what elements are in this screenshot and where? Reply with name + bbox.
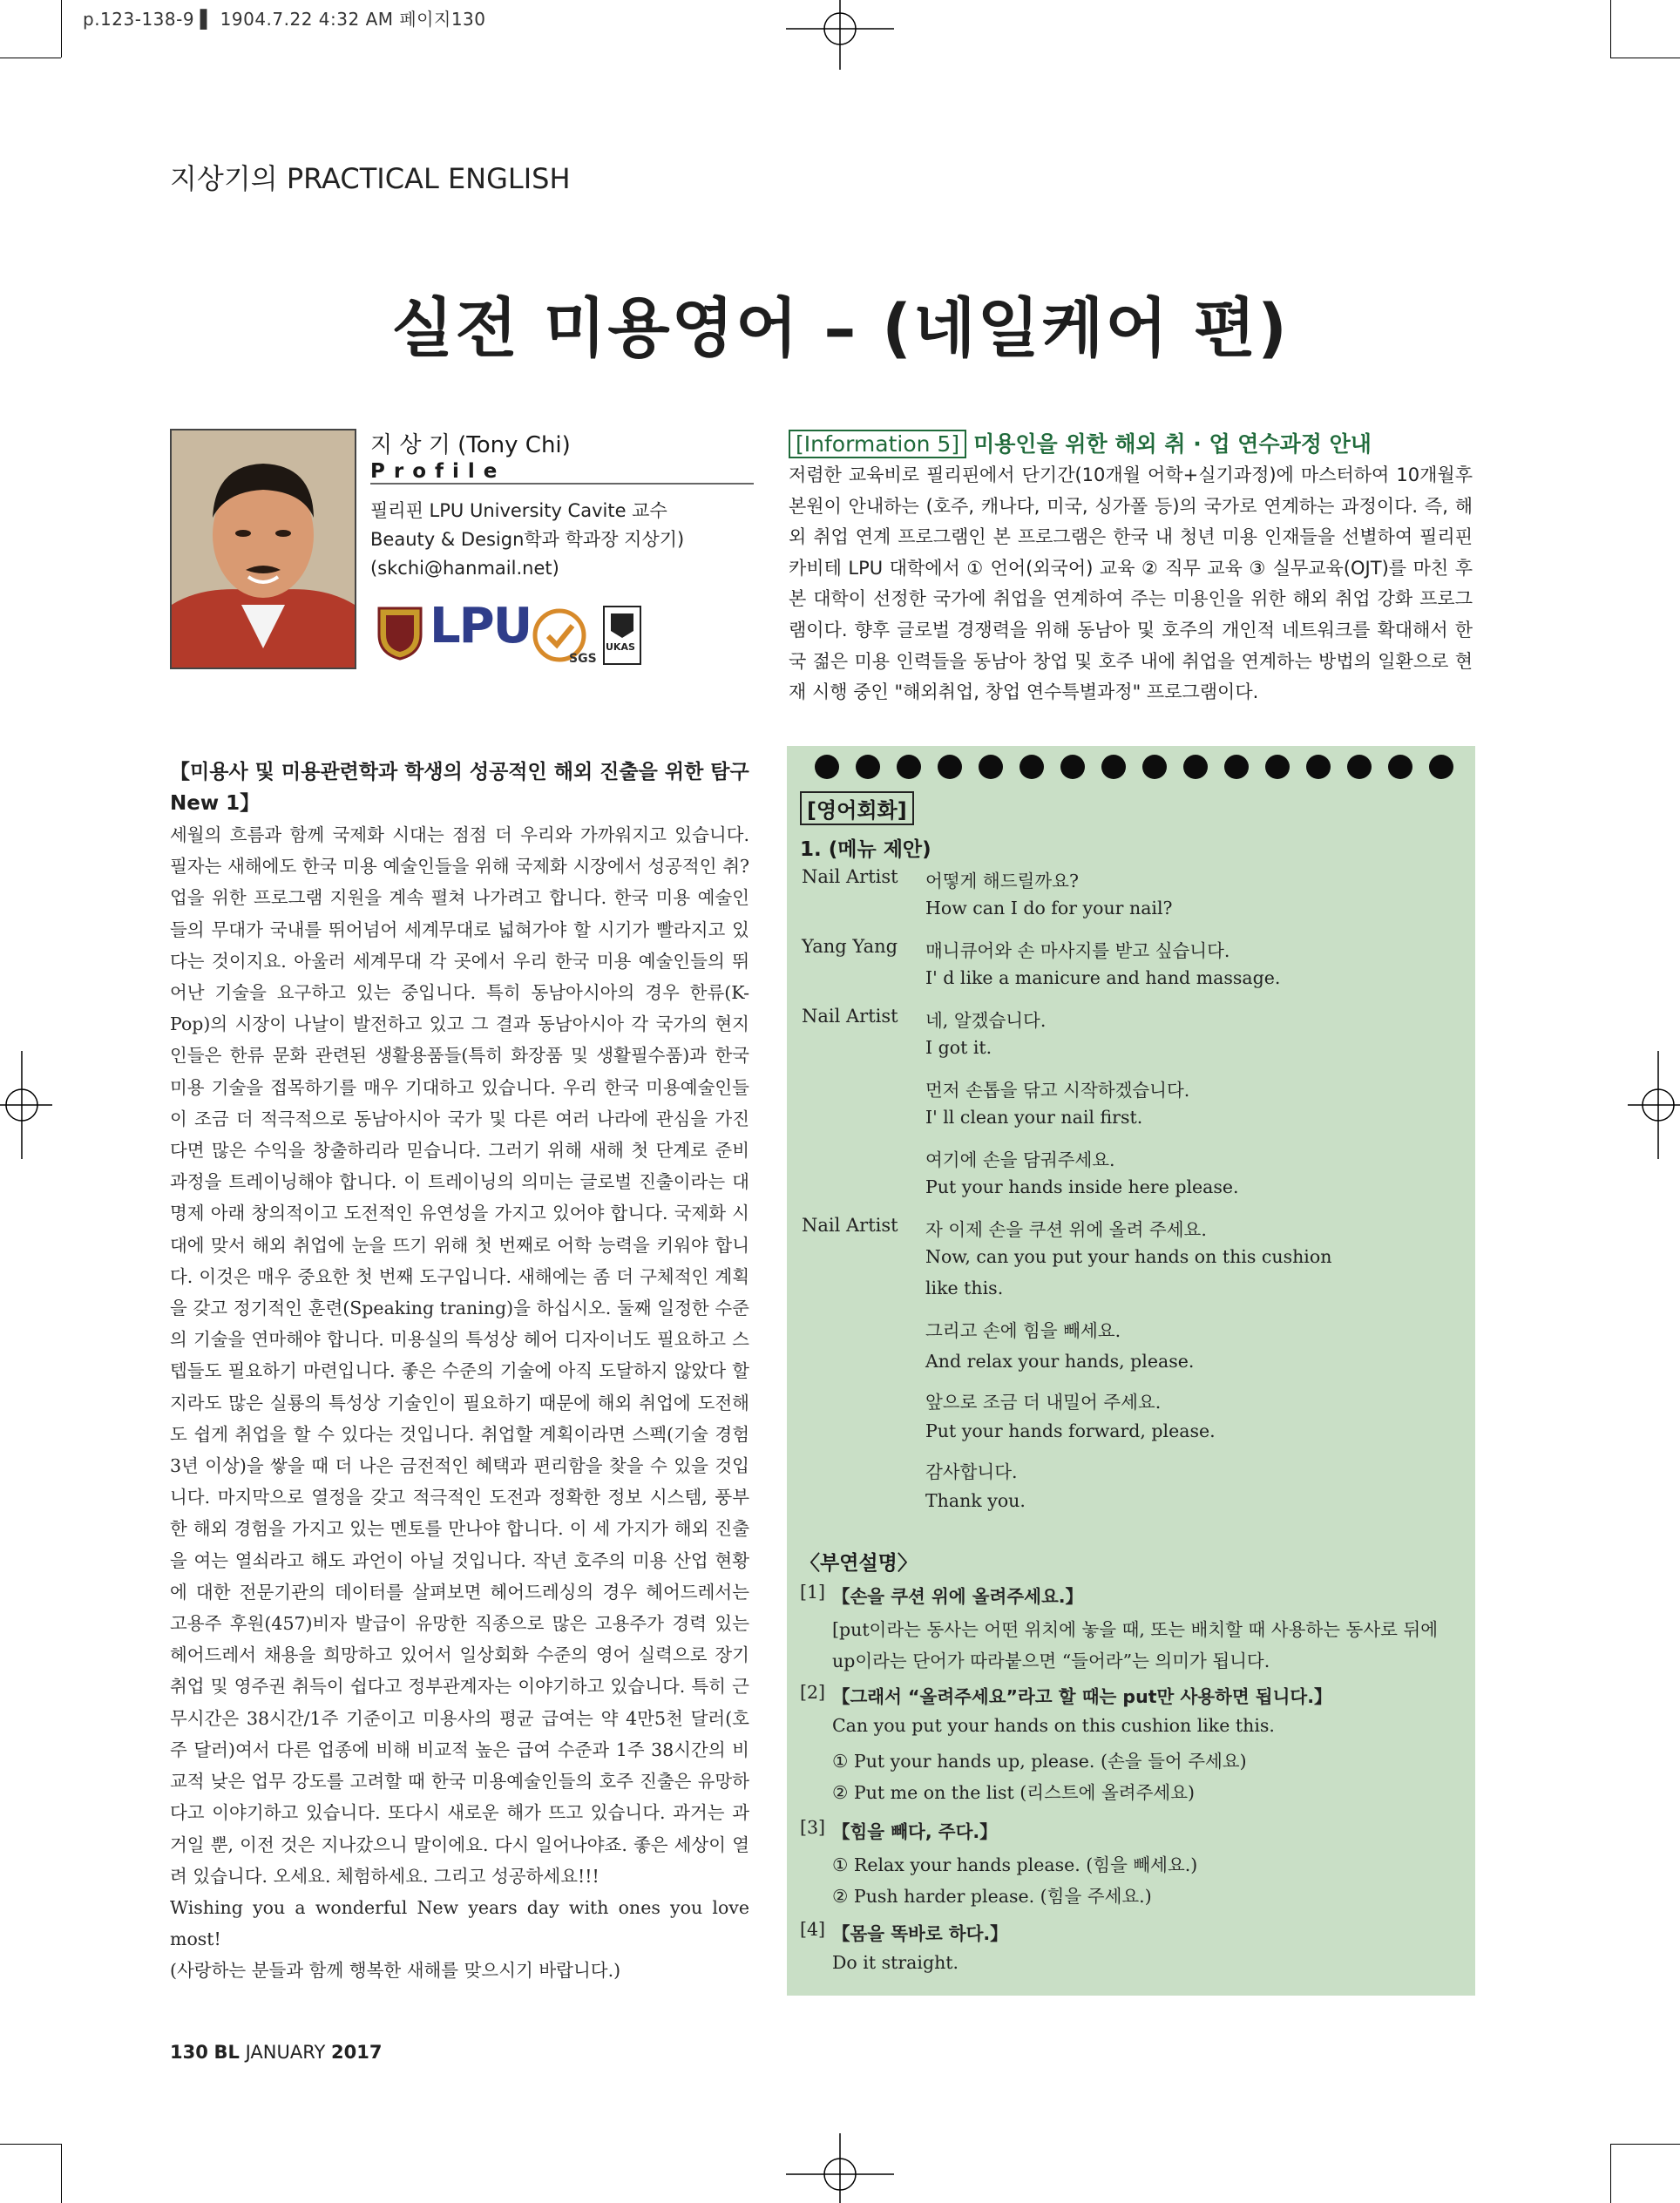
author-name: 지 상 기 (Tony Chi) (370, 432, 571, 458)
dialogue-line: 네, 알겠습니다. (925, 1010, 1047, 1031)
credential-line: Beauty & Design학과 학과장 지상기) (370, 529, 685, 550)
crop-mark (61, 2144, 62, 2203)
note-line: up이라는 단어가 따라붙으면 “들어라”는 의미가 됩니다. (832, 1651, 1270, 1671)
dialogue-line: Thank you. (925, 1490, 1026, 1511)
closing-korean: (사랑하는 분들과 함께 행복한 새해를 맞으시기 바랍니다.) (170, 1960, 621, 1982)
dot (1224, 755, 1249, 779)
information-title: 미용인을 위한 해외 취 · 업 연수과정 안내 (973, 431, 1372, 457)
registration-mark-left (0, 1051, 52, 1159)
note-line: [put이라는 동사는 어떤 위치에 놓을 때, 또는 배치할 때 사용하는 동사로 뒤에 (832, 1619, 1439, 1640)
dot (938, 755, 962, 779)
series-title: 지상기의 PRACTICAL ENGLISH (170, 162, 571, 195)
speaker: Nail Artist (802, 1215, 898, 1236)
dialogue-line: I' ll clean your nail first. (925, 1107, 1143, 1128)
page-number: 130 (170, 2042, 208, 2063)
dot (1265, 755, 1290, 779)
print-slug: p.123-138-9 ▌ 1904.7.22 4:32 AM 페이지130 (83, 9, 486, 30)
dialogue-line: 앞으로 조금 더 내밀어 주세요. (925, 1392, 1162, 1413)
lpu-crest-icon (376, 605, 424, 661)
note-number: [2] (800, 1682, 826, 1703)
dot (1429, 755, 1453, 779)
crop-mark (0, 2144, 61, 2145)
lpu-logo: LPU (430, 598, 532, 654)
closing-english: Wishing you a wonderful New years day with ones you love most! (170, 1896, 749, 1950)
institution-logos (370, 598, 675, 671)
page-footer (170, 2042, 382, 2063)
issue-month: JANUARY (245, 2042, 326, 2063)
dot (1388, 755, 1412, 779)
note-title: 【몸을 똑바로 하다.】 (832, 1923, 1008, 1944)
dot (1142, 755, 1167, 779)
dialogue-line: 여기에 손을 담궈주세요. (925, 1149, 1115, 1170)
note-line: Can you put your hands on this cushion like this. (832, 1715, 1275, 1736)
crop-mark (1610, 2144, 1680, 2145)
information-badge: [Information 5] (789, 430, 966, 458)
credential-line: 필리핀 LPU University Cavite 교수 (370, 500, 667, 521)
sgs-logo: SGS (569, 652, 597, 666)
note-number: [3] (800, 1817, 826, 1838)
dot (815, 755, 839, 779)
speaker: Nail Artist (802, 1006, 898, 1027)
dialogue-line: I' d like a manicure and hand massage. (925, 967, 1281, 988)
dot-divider (815, 755, 1460, 784)
crop-mark (61, 0, 62, 58)
dialogue-line: Put your hands inside here please. (925, 1176, 1239, 1197)
dialogue-line: Put your hands forward, please. (925, 1420, 1216, 1441)
issue-year: 2017 (331, 2042, 383, 2063)
registration-mark-right (1628, 1051, 1680, 1159)
note-line: ② Put me on the list (리스트에 올려주세요) (832, 1782, 1196, 1803)
notes-heading: 〈부연설명〉 (800, 1552, 918, 1575)
speaker: Nail Artist (802, 866, 898, 887)
section-heading: 【미용사 및 미용관련학과 학생의 성공적인 해외 진출을 위한 탐구 New 1】 (170, 761, 749, 815)
dialogue-line: 그리고 손에 힘을 빼세요. (925, 1320, 1121, 1341)
dialogue-line: 매니큐어와 손 마사지를 받고 싶습니다. (925, 940, 1230, 961)
dialogue-line: 자 이제 손을 쿠션 위에 올려 주세요. (925, 1219, 1207, 1240)
profile-label: Profile (370, 460, 506, 483)
dot (1020, 755, 1044, 779)
note-title: 【그래서 “올려주세요”라고 할 때는 put만 사용하면 됩니다.】 (832, 1686, 1332, 1707)
dialogue-line: 어떻게 해드릴까요? (925, 871, 1079, 891)
dialogue-line: How can I do for your nail? (925, 898, 1173, 918)
registration-mark-top (786, 0, 894, 70)
body-paragraph: 세월의 흐름과 함께 국제화 시대는 점점 더 우리와 가까워지고 있습니다. 필자는 새해에도 한국 미용 예술인들을 위해 국제화 시장에서 성공적인 취?업을 위한 프로그램 지원을 계속 펼쳐 나가려고 합니다. 한국 미용 예술인들의 무대가 국내를 뛰어넘어 세계무대로 넓혀가야 할 시기가 빨라지고 있다는 것이지요. 아울러 세계무대 각 곳에서 우리 한국 미용 예술인들의 뛰어난 기술을 요구하고 있는 중입니다. 특히 동남아시아의 경우 한류(K-Pop)의 시장이 나날이 발전하고 있고 그 결과 동남아시아 각 국가의 현지인들은 한류 문화 관련된 생활용품들(특히 화장품 및 생활필수품)과 한국 미용 기술을 접목하기를 매우 기대하고 있습니다. 우리 한국 미용예술인들이 조금 더 적극적으로 동남아시아 국가 및 다른 여러 나라에 관심을 가진다면 많은 수익을 창출하리라 믿습니다. 그러기 위해 새해 첫 단계로 준비 과정을 트레이닝해야 합니다. 이 트레이닝의 의미는 글로벌 진출이라는 대명제 아래 창의적이고 도전적인 유연성을 가지고 있어야 합니다. 국제화 시대에 맞서 해외 취업에 눈을 뜨기 위해 첫 번째로 어학 능력을 키워야 합니다. 이것은 매우 중요한 첫 번째 도구입니다. 새해에는 좀 더 구체적인 계획을 갖고 정기적인 훈련(Speaking traning)을 하십시오. 둘째 일정한 수준의 기술을 연마해야 합니다. 미용실의 특성상 헤어 디자이너도 필요하고 스텝들도 필요하기 마련입니다. 좋은 수준의 기술에 아직 도달하지 않았다 할지라도 많은 실룡의 특성상 기술인이 필요하기 때문에 해외 취업에 도전해도 쉽게 취업을 할 수 있다는 것입니다. 취업할 계획이라면 스펙(기술 경험 3년 이상)을 쌓을 때 더 나은 금전적인 혜택과 편리함을 찾을 수 있을 것입니다. 마지막으로 열정을 갖고 적극적인 도전과 정확한 정보 시스템, 풍부한 해외 경험을 가지고 있는 멘토를 만나야 합니다. 이 세 가지가 해외 진출을 여는 열쇠라고 해도 과언이 아닐 것입니다. 작년 호주의 미용 산업 현황에 대한 전문기관의 데이터를 살펴보면 헤어드레싱의 경우 헤어드레서는 고용주 후원(457)비자 발급이 유망한 직종으로 많은 고용주가 경력 있는 헤어드레서 채용을 희망하고 있어서 일상회화 수준의 영어 실력으로 장기 취업 및 영주권 취득이 쉽다고 정부관계자는 이야기하고 있습니다. 특히 근무시간은 38시간/1주 기준이고 미용사의 평균 급여는 약 4만5천 달러(호주 달러)여서 다른 업종에 비해 비교적 높은 급여 수준과 1주 38시간의 비교적 낮은 업무 강도를 고려할 때 한국 미용예술인들의 호주 진출은 유망하다고 이야기하고 있습니다. 또다시 새로운 해가 뜨고 있습니다. 과거는 과거일 뿐, 이전 것은 지나갔으니 말이에요. 다시 일어나야죠. 좋은 세상이 열려 있습니다. 오세요. 체험하세요. 그리고 성공하세요!!! (170, 824, 749, 1887)
magazine-name: BL (213, 2042, 240, 2063)
dot (1101, 755, 1126, 779)
dot (1306, 755, 1331, 779)
dot (856, 755, 880, 779)
registration-mark-bottom (786, 2133, 894, 2203)
conversation-label: [영어회화] (800, 791, 914, 825)
ukas-badge-icon (602, 605, 642, 666)
information-body: 저렴한 교육비로 필리핀에서 단기간(10개월 어학+실기과정)에 마스터하여 10개월후 본원이 안내하는 (호주, 캐나다, 미국, 싱가폴 등)의 국가로 연계하는 과정이다. 즉, 해외 취업 연계 프로그램인 본 프로그램은 한국 내 청년 미용 인재들을 선별하여 필리핀 카비테 LPU 대학에서 ① 언어(외국어) 교육 ② 직무 교육 ③ 실무교육(OJT)를 마친 후 본 대학이 선정한 국가에 취업을 연계하여 주는 미용인을 위한 해외 취업 강화 프로그램이다. 향후 글로벌 경쟁력을 위해 동남아 및 호주의 개인적 네트워크를 확대해서 한국 젊은 미용 인력들을 동남아 창업 및 호주 내에 취업을 연계하는 방법의 일환으로 현재 시행 중인 "해외취업, 창업 연수특별과정" 프로그램이다. (789, 464, 1473, 703)
note-title: 【손을 쿠션 위에 올려주세요.】 (832, 1586, 1084, 1607)
article-title: 실전 미용영어 – (네일케어 편) (390, 291, 1289, 366)
dialogue-line: Now, can you put your hands on this cushion (925, 1246, 1332, 1267)
author-credentials (370, 497, 684, 583)
note-line: Do it straight. (832, 1952, 959, 1973)
dialogue-line: And relax your hands, please. (925, 1351, 1195, 1372)
note-line: ① Relax your hands please. (힘을 빼세요.) (832, 1854, 1198, 1875)
dialogue-line: like this. (925, 1278, 1004, 1298)
note-line: ② Push harder please. (힘을 주세요.) (832, 1886, 1152, 1907)
dialogue-line: I got it. (925, 1037, 992, 1058)
article-body (170, 819, 749, 1987)
menu-suggestion-title: 1. (메뉴 제안) (800, 838, 931, 861)
ukas-logo: UKAS (606, 641, 635, 653)
speaker: Yang Yang (802, 936, 898, 957)
note-title: 【힘을 빼다, 주다.】 (832, 1821, 998, 1842)
dot (1060, 755, 1085, 779)
crop-mark (1610, 0, 1611, 58)
dot (1183, 755, 1208, 779)
dot (1347, 755, 1372, 779)
note-line: ① Put your hands up, please. (손을 들어 주세요) (832, 1751, 1247, 1772)
information-heading (789, 427, 1372, 458)
dialogue-line: 감사합니다. (925, 1461, 1018, 1482)
dot (979, 755, 1003, 779)
note-number: [4] (800, 1919, 826, 1940)
profile-divider (370, 483, 754, 485)
dot (897, 755, 921, 779)
dialogue-line: 먼저 손톱을 닦고 시작하겠습니다. (925, 1080, 1190, 1101)
credential-email: (skchi@hanmail.net) (370, 558, 559, 579)
author-photo (170, 429, 356, 669)
note-number: [1] (800, 1582, 826, 1603)
crop-mark (1610, 2144, 1611, 2203)
